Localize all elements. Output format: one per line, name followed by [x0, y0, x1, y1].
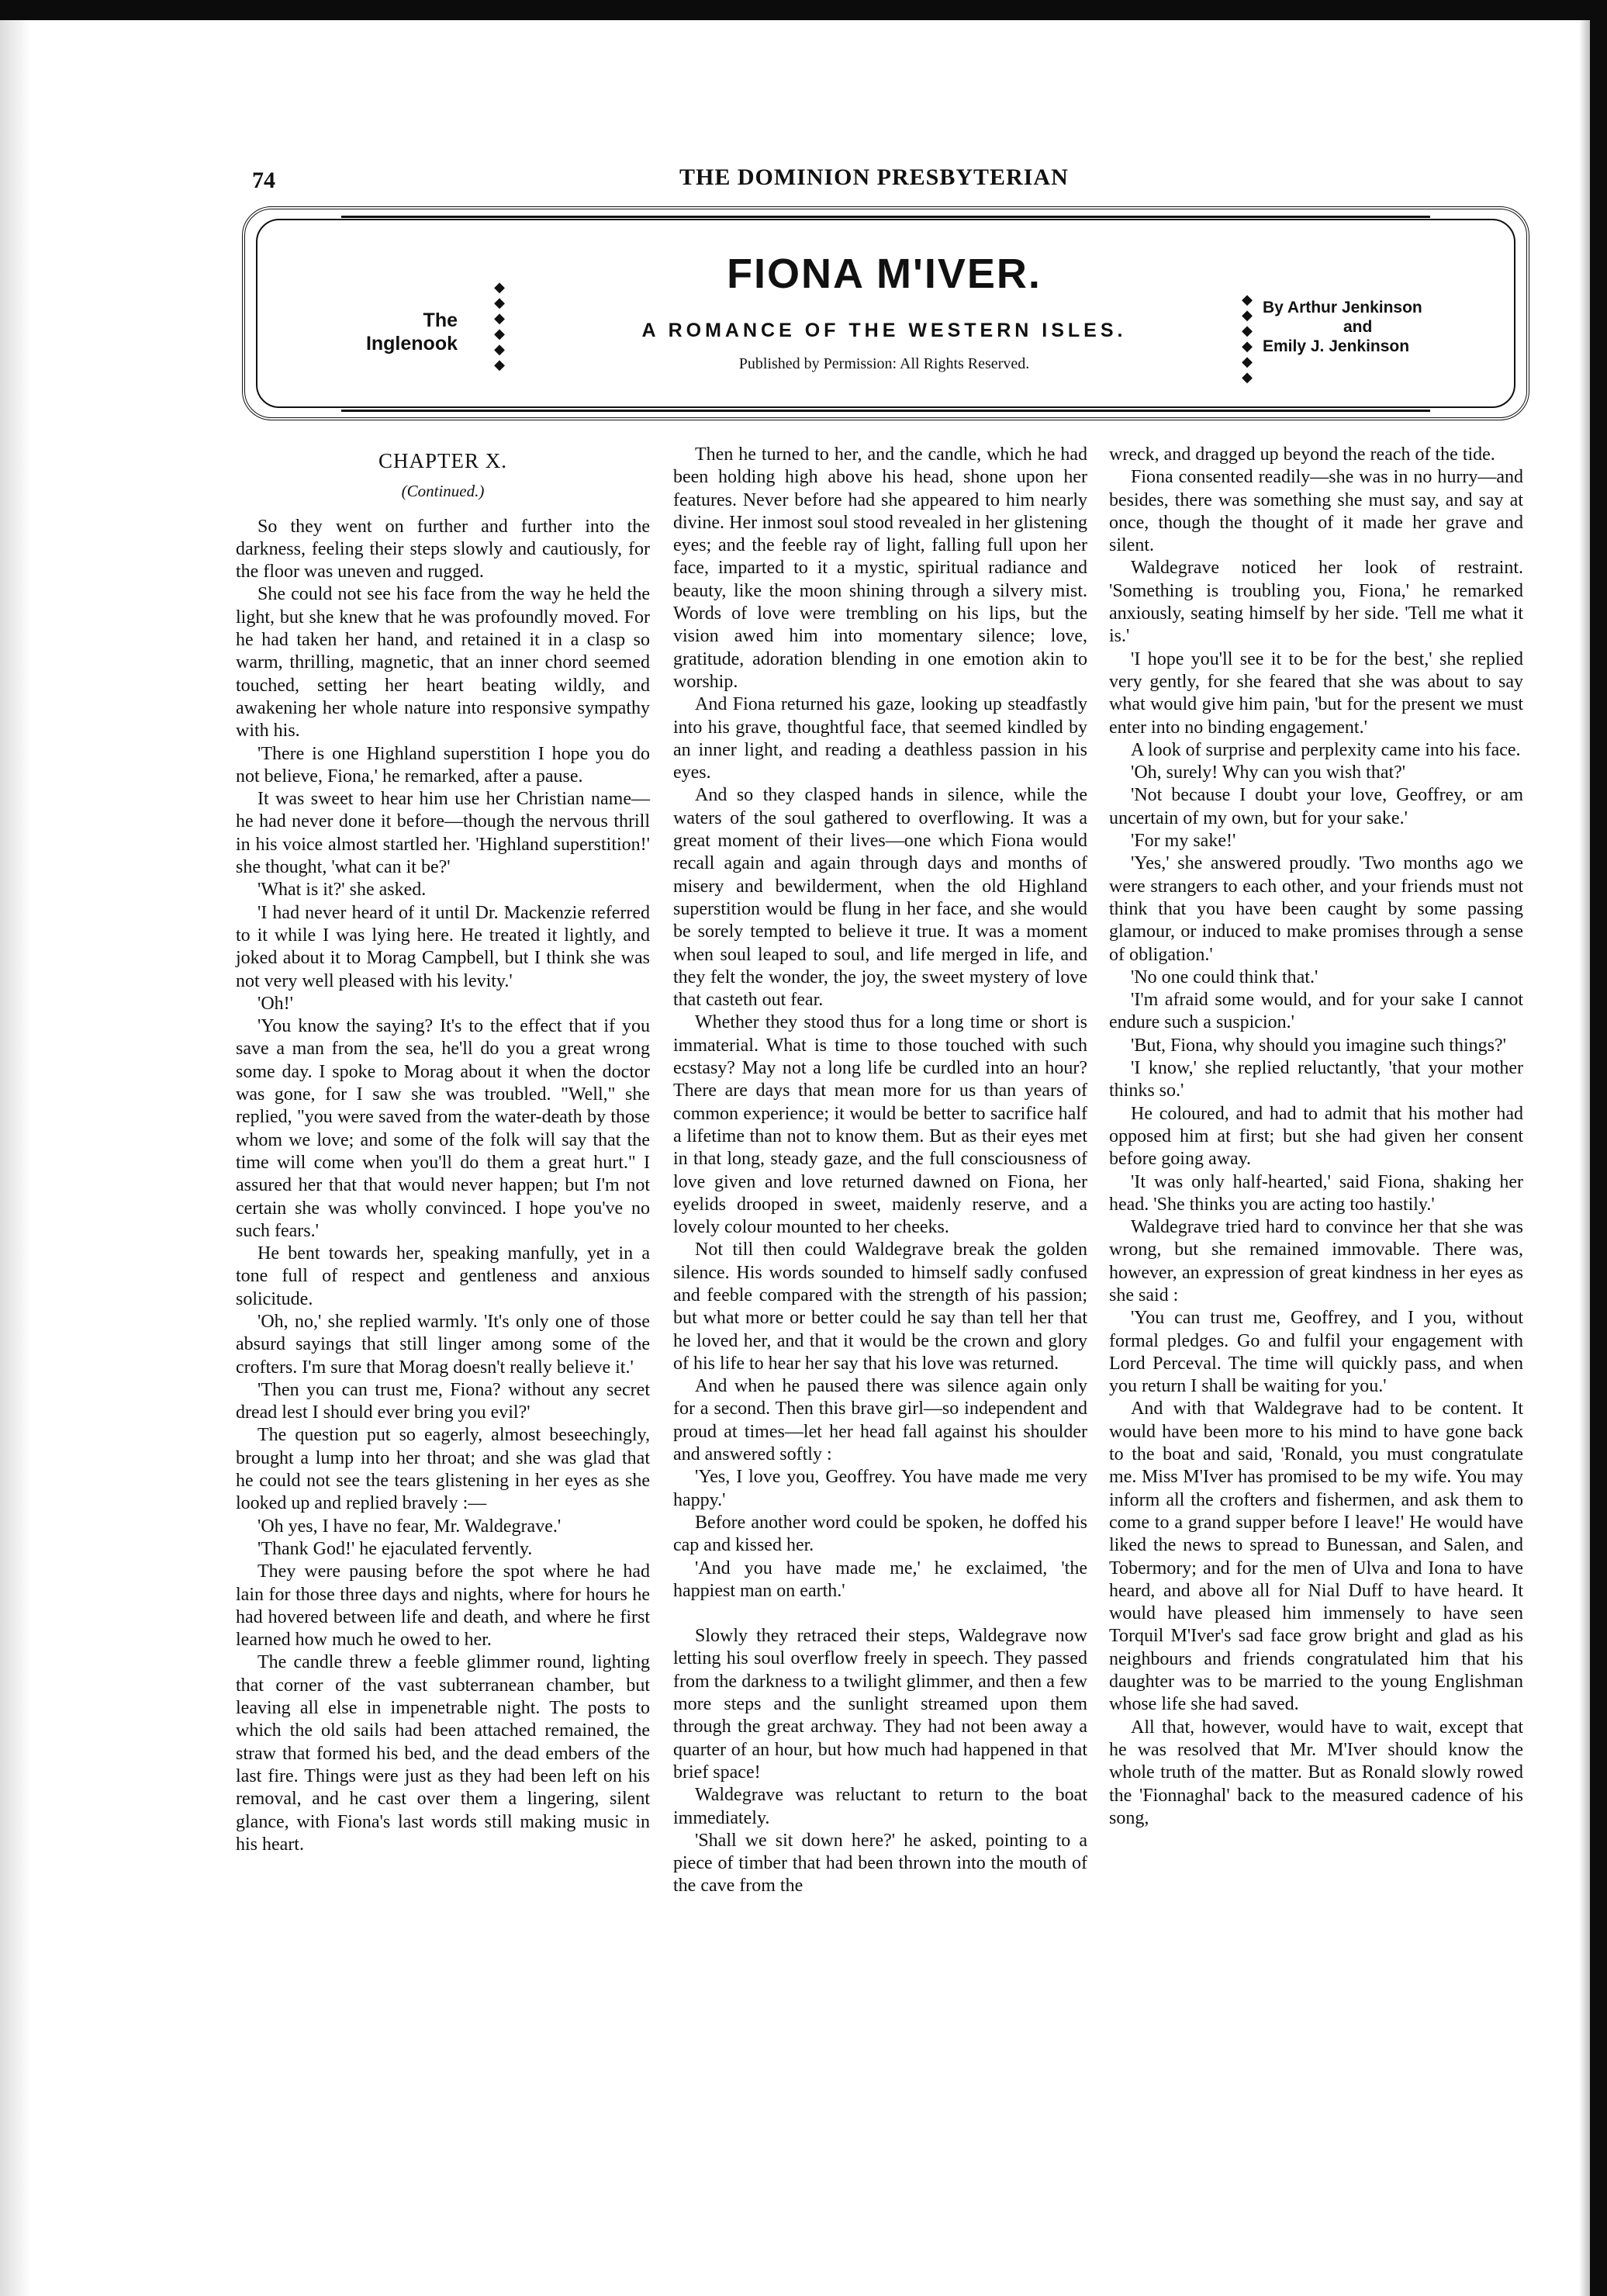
- diamond-icon: ◆: [1242, 307, 1253, 323]
- story-title: FIONA M'IVER.: [727, 251, 1042, 297]
- article-paragraph: 'Thank God!' he ejaculated fervently.: [257, 1538, 533, 1559]
- section-label-line1: The: [423, 309, 458, 331]
- article-paragraph: He bent towards her, speaking manfully, yet in a tone full of respect and gentleness and anxious solicitude.: [236, 1243, 650, 1309]
- article-paragraph: 'There is one Highland superstition I hope you do not believe, Fiona,' he remarked, after a pause.: [236, 743, 650, 787]
- diamond-icon: ◆: [494, 295, 505, 310]
- article-paragraph: 'I'm afraid some would, and for your sake I cannot endure such a suspicion.': [1109, 990, 1523, 1033]
- article-paragraph: 'Then you can trust me, Fiona? without any secret dread lest I should ever bring you evil?': [236, 1379, 650, 1423]
- scan-shadow-right: [1579, 20, 1590, 2296]
- column-3-lead-paragraph: wreck, and dragged up beyond the reach of the tide.: [1109, 444, 1495, 465]
- article-paragraph: 'You know the saying? It's to the effect that if you save a man from the sea, he'll do you a great wrong some day. I spoke to Morag about it when the doctor was gone, for I saw she was troubled. "Well," she replied, "you were saved from the water-death by those whom we love; and some of the folk will say that the time will come when you'll do them a great hurt." I assured her that that would never happen; but I'm not certain she was wholly convinced. I hope you've no such fears.': [236, 1016, 650, 1241]
- diamond-icon: ◆: [1242, 369, 1253, 385]
- running-head: THE DOMINION PRESBYTERIAN: [679, 164, 1069, 190]
- chapter-heading: CHAPTER X.: [378, 449, 507, 472]
- article-paragraph: And so they clasped hands in silence, while the waters of the soul gathered to overflowing. It was a great moment of their lives—one which Fiona would recall again and again through days and months of misery and bewilderment, when the old Highland superstition would be flung in her face, and she would be sorely tempted to believe it true. It was a moment when soul leaped to soul, and life merged in life, and they felt the wonder, the joy, the sweet mystery of love that casteth out fear.: [673, 785, 1087, 1011]
- continued-note: (Continued.): [401, 482, 485, 501]
- scan-shadow-left: [0, 20, 31, 2296]
- article-paragraph: 'You can trust me, Geoffrey, and I you, without formal pledges. Go and fulfil your engagement with Lord Perceval. The time will quickly pass, and when you return I shall be waiting for you.': [1109, 1308, 1523, 1397]
- article-paragraph: 'Yes,' she answered proudly. 'Two months ago we were strangers to each other, and your friends must not think that you have been caught by some passing glamour, or induced to make promises through a sense of obligation.': [1109, 853, 1523, 965]
- article-paragraph: 'Oh, surely! Why can you wish that?': [1131, 762, 1406, 783]
- article-paragraph: He coloured, and had to admit that his mother had opposed him at first; but she had given her consent before going away.: [1109, 1103, 1523, 1170]
- article-paragraph: The question put so eagerly, almost beseechingly, brought a lump into her throat; and she was glad that he could not see the tears glistening in her eyes as she looked up and replied bravely :—: [236, 1425, 650, 1514]
- article-paragraph: Not till then could Waldegrave break the golden silence. His words sounded to himself sadly confused and feeble compared with the strength of his passion; but what more or better could he say than tell her that he loved her, and that it would be the crown and glory of his life to hear her say that his love was returned.: [673, 1240, 1087, 1374]
- byline-and: and: [1343, 318, 1373, 336]
- text-column-3: [1109, 444, 1523, 1830]
- article-paragraph: A look of surprise and perplexity came into his face.: [1131, 739, 1521, 760]
- diamond-icon: ◆: [494, 279, 505, 295]
- article-paragraph: Waldegrave tried hard to convince her that she was wrong, but she remained immovable. There was, however, an expression of great kindness in her eyes as she said :: [1109, 1217, 1523, 1305]
- diamond-icon: ◆: [1242, 338, 1253, 354]
- diamond-icon: ◆: [1242, 354, 1253, 369]
- article-paragraph: 'But, Fiona, why should you imagine such things?': [1131, 1035, 1506, 1056]
- article-paragraph: And Fiona returned his gaze, looking up steadfastly into his grave, thoughtful face, that seemed kindled by an inner light, and reading a deathless passion in his eyes.: [673, 694, 1087, 783]
- article-paragraph: Before another word could be spoken, he doffed his cap and kissed her.: [673, 1512, 1087, 1556]
- diamond-icon: ◆: [494, 357, 505, 372]
- byline-author-2: Emily J. Jenkinson: [1263, 337, 1410, 355]
- diamond-icon: ◆: [494, 310, 505, 326]
- article-paragraph: 'What is it?' she asked.: [257, 880, 427, 901]
- story-subtitle: A ROMANCE OF THE WESTERN ISLES.: [641, 320, 1127, 341]
- article-paragraph: 'And you have made me,' he exclaimed, 'the happiest man on earth.': [673, 1558, 1087, 1601]
- article-paragraph: So they went on further and further into the darkness, feeling their steps slowly and cautiously, for the floor was uneven and rugged.: [236, 516, 650, 583]
- permission-notice: Published by Permission: All Rights Reserved.: [738, 355, 1030, 372]
- diamond-ornament-left: [492, 279, 507, 372]
- article-paragraph: Waldegrave noticed her look of restraint. 'Something is troubling you, Fiona,' he remarked anxiously, seating himself by her side. 'Tell me what it is.': [1109, 558, 1523, 647]
- article-paragraph: 'Shall we sit down here?' he asked, pointing to a piece of timber that had been thrown into the mouth of the cave from the: [673, 1830, 1087, 1897]
- article-paragraph: And with that Waldegrave had to be content. It would have been more to his mind to have gone back to the boat and said, 'Ronald, you must congratulate me. Miss M'Iver has promised to be my wife. You may inform all the crofters and fishermen, and ask them to come to a grand supper before I leave!' He would have liked the news to spread to Bunessan, and Salen, and Tobermory; and for the men of Ulva and Iona to have heard, and above all for Nial Duff to have heard. It would have pleased him immensely to have seen Torquil M'Iver's sad face grow bright and glad as his neighbours and friends congratulated him that his daughter was to be married to the young Englishman whose life she had saved.: [1109, 1399, 1523, 1715]
- article-paragraph: Slowly they retraced their steps, Waldegrave now letting his soul overflow freely in speech. They passed from the darkness to a twilight glimmer, and then a few more steps and the sunlight streamed upon them through the great archway. They had not been away a quarter of an hour, but how much had happened in that brief space!: [673, 1626, 1087, 1783]
- section-label-line2: Inglenook: [365, 333, 458, 354]
- article-paragraph: She could not see his face from the way he held the light, but she knew that he was profoundly moved. For he had taken her hand, and retained it in a clasp so warm, thrilling, magnetic, that an inner chord seemed touched, setting her heart beating wildly, and awakening her whole nature into responsive sympathy with his.: [236, 584, 650, 742]
- article-paragraph: 'No one could think that.': [1131, 966, 1318, 987]
- article-paragraph: The candle threw a feeble glimmer round, lighting that corner of the vast subterranean chamber, but leaving all else in impenetrable night. The posts to which the old sails had been attached remained, the straw that formed his bed, and the dead embers of the last fire. Things were just as they had been left on his removal, and he cast over them a lingering, silent glance, with Fiona's last words still making music in his heart.: [236, 1652, 650, 1855]
- article-paragraph: 'I hope you'll see it to be for the best,' she replied very gently, for she feared that she was about to say what would give him pain, 'but for the present we must enter into no binding engagement.': [1109, 648, 1523, 738]
- diamond-icon: ◆: [1242, 292, 1253, 307]
- byline: [1263, 298, 1480, 356]
- article-paragraph: Waldegrave was reluctant to return to the boat immediately.: [673, 1785, 1087, 1828]
- text-column-2: [673, 444, 1087, 1898]
- diamond-icon: ◆: [1242, 323, 1253, 338]
- column-2-paragraphs: [673, 444, 1087, 1898]
- article-paragraph: 'Yes, I love you, Geoffrey. You have made me very happy.': [673, 1467, 1087, 1510]
- article-paragraph: 'I know,' she replied reluctantly, 'that your mother thinks so.': [1109, 1058, 1523, 1101]
- article-paragraph: They were pausing before the spot where he had lain for those three days and nights, where for hours he had hovered between life and death, and where he first learned how much he owed to her.: [236, 1561, 650, 1651]
- article-paragraph: 'It was only half-hearted,' said Fiona, shaking her head. 'She thinks you are acting too hastily.': [1109, 1171, 1523, 1215]
- column-3-paragraphs: [1109, 466, 1523, 1830]
- article-paragraph: 'Oh!': [257, 993, 293, 1014]
- article-paragraph: It was sweet to hear him use her Christian name—he had never done it before—though the nervous thrill in his voice almost startled her. 'Highland superstition!' she thought, 'what can it be?': [236, 789, 650, 878]
- title-banner-rule-bottom: [341, 410, 1430, 412]
- byline-author-1: By Arthur Jenkinson: [1263, 299, 1422, 316]
- diamond-ornament-right: [1239, 292, 1255, 385]
- article-paragraph: All that, however, would have to wait, except that he was resolved that Mr. M'Iver should know the whole truth of the matter. But as Ronald slowly rowed the 'Fionnaghal' back to the measured cadence of his song,: [1109, 1717, 1523, 1828]
- page-number: 74: [252, 168, 275, 193]
- article-paragraph: 'Oh yes, I have no fear, Mr. Waldegrave.': [257, 1516, 562, 1537]
- article-paragraph: 'Not because I doubt your love, Geoffrey, or am uncertain of my own, but for your sake.': [1109, 785, 1523, 828]
- scan-border-top: [0, 0, 1607, 20]
- title-banner-rule-top: [341, 216, 1430, 218]
- scan-border-right: [1590, 0, 1607, 2296]
- article-paragraph: Whether they stood thus for a long time or short is immaterial. What is time to those touched with such ecstasy? May not a long life be curdled into an hour? There are days that mean more for us than years of common experience; it would be better to sacrifice half a lifetime than not to know them. But as their eyes met in that long, steady gaze, and the full consciousness of love given and love returned dawned on Fiona, her eyelids drooped in sweet, maidenly reserve, and a lovely colour mounted to her cheeks.: [673, 1012, 1087, 1238]
- section-label: [318, 309, 458, 355]
- diamond-icon: ◆: [494, 341, 505, 357]
- article-paragraph: Fiona consented readily—she was in no hurry—and besides, there was something she must say, and say at once, though the thought of it made her grave and silent.: [1109, 467, 1523, 556]
- article-paragraph: And when he paused there was silence again only for a second. Then this brave girl—so independent and proud at times—let her head fall against his shoulder and answered softly :: [673, 1376, 1087, 1465]
- diamond-icon: ◆: [494, 326, 505, 341]
- column-1-paragraphs: [236, 516, 650, 1857]
- article-paragraph: 'For my sake!': [1131, 831, 1236, 852]
- text-column-1: [236, 444, 650, 1856]
- article-paragraph: Then he turned to her, and the candle, which he had been holding high above his head, shone upon her features. Never before had she appeared to him nearly divine. Her inmost soul stood revealed in her glistening eyes; and the feeble ray of light, falling full upon her face, imparted to it a mystic, spiritual radiance and beauty, like the moon shining through a silvery mist. Words of love were trembling on his lips, but the vision awed him into momentary silence; love, gratitude, adoration blending in one emotion akin to worship.: [673, 444, 1087, 692]
- article-paragraph: 'I had never heard of it until Dr. Mackenzie referred to it while I was lying here. He treated it lightly, and joked about it to Morag Campbell, but I think she was not very well pleased with his levity.': [236, 902, 650, 991]
- article-paragraph: 'Oh, no,' she replied warmly. 'It's only one of those absurd sayings that still linger among some of the crofters. I'm sure that Morag doesn't really believe it.': [236, 1311, 650, 1378]
